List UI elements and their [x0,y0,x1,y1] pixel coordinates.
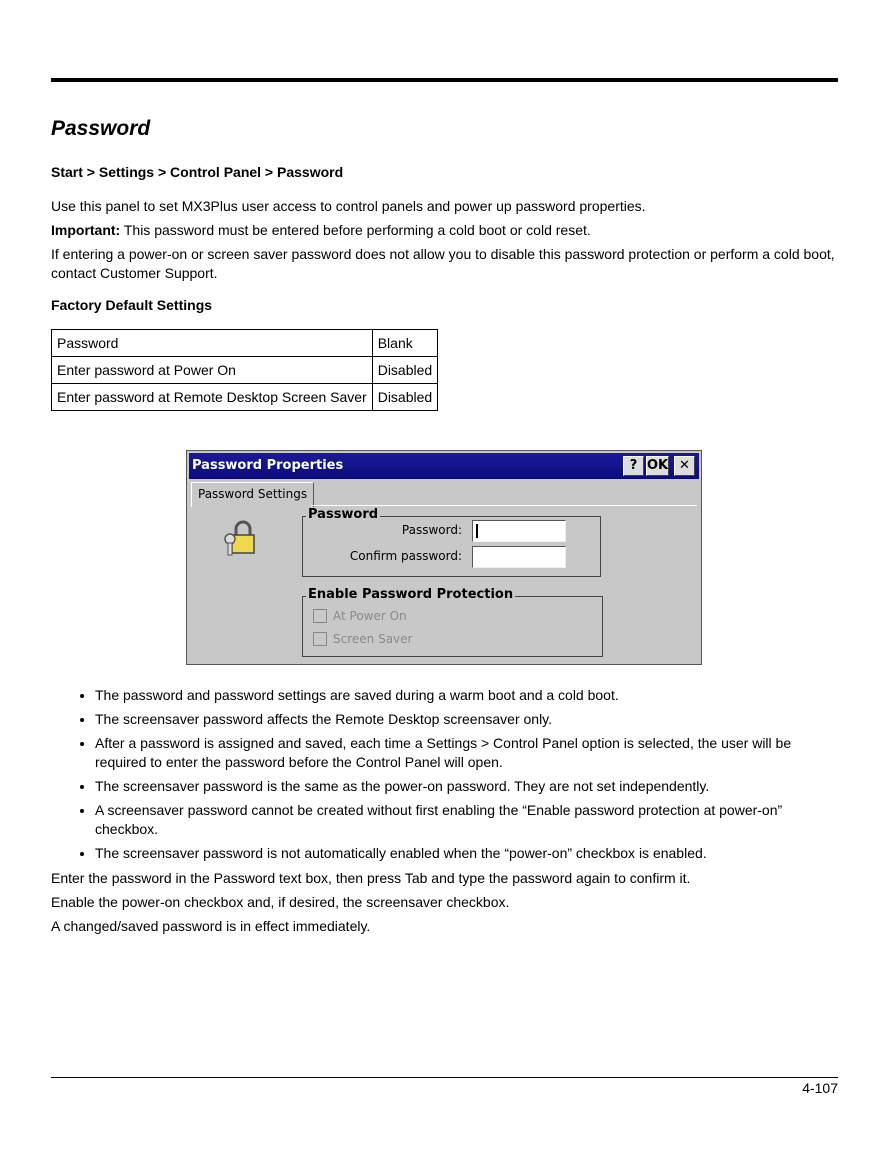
tab-panel-edge [311,505,697,506]
page-number: 4-107 [802,1080,838,1096]
help-button[interactable]: ? [623,456,644,476]
breadcrumb: Start > Settings > Control Panel > Password [51,164,344,180]
dialog-title: Password Properties [192,458,344,473]
table-cell-setting: Password [52,330,373,357]
table-row [52,357,438,384]
top-rule [51,78,838,82]
list-item: • The password and password settings are saved during a warm boot and a cold boot. [95,686,841,705]
bottom-rule [51,1077,838,1078]
dialog-titlebar [189,453,699,479]
screen-saver-label: Screen Saver [333,632,413,646]
protection-group-label: Enable Password Protection [308,587,514,602]
confirm-password-input[interactable] [472,546,566,568]
at-power-on-checkbox[interactable] [313,609,327,623]
support-note: If entering a power-on or screen saver password does not allow you to disable this password protection or perform a cold boot, contact Customer Support. [51,246,835,281]
protection-group [302,587,603,657]
table-row [52,330,438,357]
defaults-heading: Factory Default Settings [51,297,213,313]
screen-saver-checkbox[interactable] [313,632,327,646]
list-item: • After a password is assigned and saved, each time a Settings > Control Panel option is selected, the user will be required to enter the password before the Control Panel will open. [95,734,841,772]
password-group-label: Password [308,507,379,522]
closing-paragraph: A changed/saved password is in effect immediately. [51,918,371,934]
page-title: Password [51,117,151,140]
important-paragraph [51,221,841,240]
password-label: Password: [401,523,462,537]
closing-paragraph: Enter the password in the Password text box, then press Tab and type the password again to confirm it. [51,870,691,886]
list-item: • A screensaver password cannot be created without first enabling the “Enable password protection at power-on” checkbox. [95,801,841,839]
list-item: • The screensaver password is not automatically enabled when the “power-on” checkbox is enabled. [95,844,841,863]
table-cell-value: Disabled [372,357,437,384]
table-cell-value: Blank [372,330,437,357]
password-input[interactable] [472,520,566,542]
intro-paragraph: Use this panel to set MX3Plus user access to control panels and power up password properties. [51,198,646,214]
table-cell-setting: Enter password at Remote Desktop Screen Saver [52,384,373,411]
text-caret [476,524,478,538]
password-properties-dialog [186,450,702,665]
important-text: This password must be entered before performing a cold boot or cold reset. [120,222,591,238]
important-label: Important: [51,222,121,238]
lock-key-icon [223,517,263,557]
table-cell-setting: Enter password at Power On [52,357,373,384]
list-item: • The screensaver password affects the Remote Desktop screensaver only. [95,710,841,729]
closing-paragraph: Enable the power-on checkbox and, if desired, the screensaver checkbox. [51,894,510,910]
tab-password-settings[interactable]: Password Settings [191,482,314,507]
ok-button[interactable]: OK [646,456,669,476]
close-button[interactable]: ✕ [674,456,695,476]
table-row [52,384,438,411]
notes-list [51,686,841,868]
confirm-password-label: Confirm password: [349,549,462,563]
list-item: • The screensaver password is the same as the power-on password. They are not set independently. [95,777,841,796]
at-power-on-label: At Power On [333,609,407,623]
table-cell-value: Disabled [372,384,437,411]
defaults-table [51,329,438,411]
